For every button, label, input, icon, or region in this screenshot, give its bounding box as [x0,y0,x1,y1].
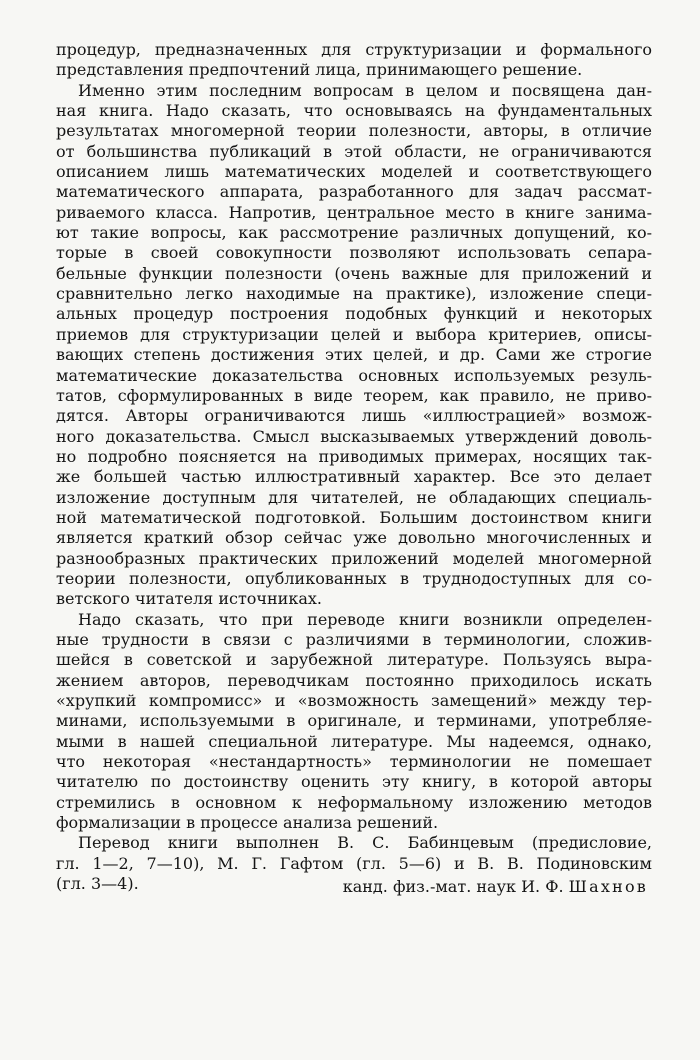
text-line: ветского читателя источниках. [56,589,322,609]
text-line: ного доказательства. Смысл высказываемых утверждений доволь- [56,426,652,446]
paragraph-1 [56,40,652,81]
text-line: математического аппарата, разработанного для задач рассмат- [56,182,652,202]
text-line: татов, сформулированных в виде теорем, как правило, не приво- [56,385,652,405]
text-line: бельные функции полезности (очень важные для приложений и [56,263,652,283]
text-line: представления предпочтений лица, принимающего решение. [56,60,583,80]
text-line: Надо сказать, что при переводе книги возникли определен- [78,609,652,629]
text-line: альных процедур построения подобных функций и некоторых [56,304,652,324]
text-line: же большей частью иллюстративный характер. Все это делает [56,467,652,487]
text-line: риваемого класса. Напротив, центральное место в книге занима- [56,202,652,222]
text-line: шейся в советской и зарубежной литературе. Пользуясь выра- [56,650,652,670]
text-line: изложение доступным для читателей, не обладающих специаль- [56,487,652,507]
text-line: Перевод книги выполнен В. С. Бабинцевым (предисловие, [78,833,652,853]
text-line: ные трудности в связи с различиями в терминологии, сложив- [56,629,652,649]
signature-title: канд. физ.-мат. наук [342,877,516,896]
text-line: разнообразных практических приложений моделей многомерной [56,548,652,568]
text-line: описанием лишь математических моделей и соответствующего [56,162,652,182]
text-line: ная книга. Надо сказать, что основываясь на фундаментальных [56,101,652,121]
translator-signature [0,876,648,898]
paragraph-3 [56,610,652,834]
signature-initials: И. Ф. [521,877,564,896]
text-line: теории полезности, опубликованных в труднодоступных для со- [56,568,652,588]
text-line: «хрупкий компромисс» и «возможность замещений» между тер- [56,691,652,710]
text-line: мыми в нашей специальной литературе. Мы надеемся, однако, [56,731,652,751]
text-line: процедур, предназначенных для структуризации и формального [56,40,652,59]
text-line: (гл. 3—4). [56,874,139,894]
text-line: от большинства публикаций в этой области, не ограничиваются [56,141,652,161]
paragraph-2 [56,81,652,610]
text-line: читателю по достоинству оценить эту книгу, в которой авторы [56,772,652,792]
text-line: Именно этим последним вопросам в целом и посвящена дан- [78,80,652,100]
text-line: сравнительно легко находимые на практике), изложение специ- [56,284,652,304]
text-line: жением авторов, переводчикам постоянно приходилось искать [56,670,652,690]
text-line: математические доказательства основных используемых резуль- [56,365,652,385]
text-line: что некоторая «нестандартность» терминологии не помешает [56,752,652,772]
text-line: ют такие вопросы, как рассмотрение различных допущений, ко- [56,223,652,243]
text-line: результатах многомерной теории полезности, авторы, в отличие [56,121,652,141]
text-line: дятся. Авторы ограничиваются лишь «иллюстрацией» возмож- [56,406,652,426]
text-line: является краткий обзор сейчас уже довольно многочисленных и [56,528,652,548]
text-line: но подробно поясняется на приводимых примерах, носящих так- [56,446,652,466]
text-line: торые в своей совокупности позволяют использовать сепара- [56,243,652,263]
text-line: стремились в основном к неформальному изложению методов [56,792,652,812]
text-line: вающих степень достижения этих целей, и др. Сами же строгие [56,345,652,365]
text-line: формализации в процессе анализа решений. [56,813,439,833]
text-line: гл. 1—2, 7—10), М. Г. Гафтом (гл. 5—6) и В. В. Подиновским [56,853,652,873]
body-text [56,40,652,894]
text-line: приемов для структуризации целей и выбора критериев, описы- [56,324,652,344]
signature-surname: Шахнов [568,877,648,896]
text-line: минами, используемыми в оригинале, и терминами, употребляе- [56,711,652,731]
text-line: ной математической подготовкой. Большим достоинством книги [56,507,652,527]
